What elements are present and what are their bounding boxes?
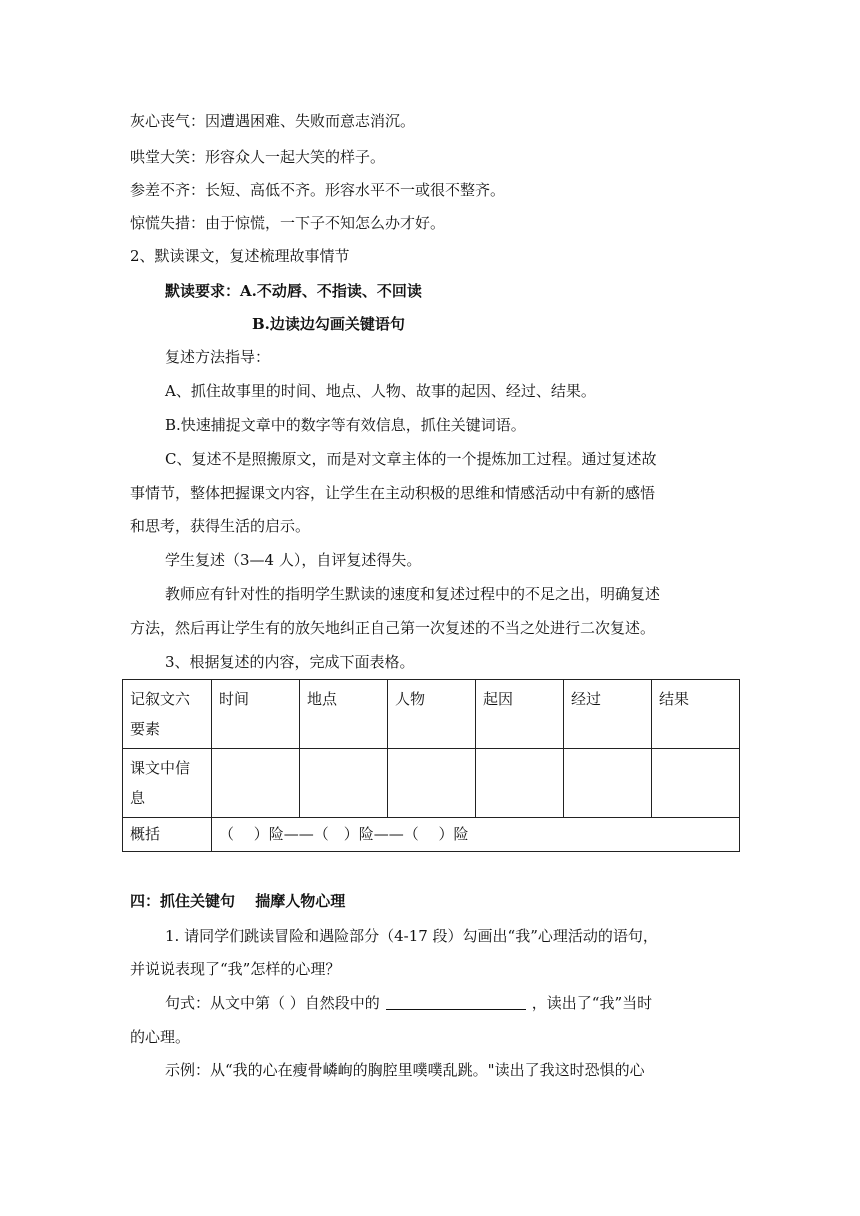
pattern-suffix: ，读出了“我”当时 <box>531 994 653 1012</box>
column-header-result: 结果 <box>652 680 740 749</box>
teacher-note-line2: 方法，然后再让学生有的放矢地纠正自己第一次复述的不当之处进行二次复述。 <box>130 619 656 637</box>
column-header-cause: 起因 <box>476 680 564 749</box>
definition-4: 惊慌失措：由于惊慌，一下子不知怎么办才好。 <box>130 214 446 232</box>
sentence-pattern-line2: 的心理。 <box>130 1028 191 1046</box>
answer-cell-characters[interactable] <box>388 749 476 818</box>
table-row <box>123 818 740 852</box>
student-retell: 学生复述（3—4 人），自评复述得失。 <box>165 551 422 569</box>
fill-blank[interactable] <box>386 993 526 1010</box>
row-header-elements: 记叙文六 要素 <box>123 680 212 749</box>
definition-3: 参差不齐：长短、高低不齐。形容水平不一或很不整齐。 <box>130 181 506 199</box>
row-header-summary: 概括 <box>123 818 212 852</box>
example-line: 示例：从“我的心在瘦骨嶙峋的胸腔里噗噗乱跳。"读出了我这时恐惧的心 <box>165 1061 645 1079</box>
method-a: A、抓住故事里的时间、地点、人物、故事的起因、经过、结果。 <box>165 382 596 400</box>
column-header-characters: 人物 <box>388 680 476 749</box>
question-1-line1: 1. 请同学们跳读冒险和遇险部分（4-17 段）勾画出“我”心理活动的语句， <box>165 927 658 945</box>
answer-cell-result[interactable] <box>652 749 740 818</box>
teacher-note-line1: 教师应有针对性的指明学生默读的速度和复述过程中的不足之出，明确复述 <box>165 585 661 603</box>
row-header-text-info: 课文中信 息 <box>123 749 212 818</box>
reading-requirement-a: 默读要求：A.不动唇、不指读、不回读 <box>165 282 422 300</box>
table-row <box>123 749 740 818</box>
sentence-pattern <box>165 992 652 1014</box>
section2-title: 2、默读课文，复述梳理故事情节 <box>130 247 350 265</box>
method-b: B.快速捕捉文章中的数字等有效信息，抓住关键词语。 <box>165 416 526 434</box>
section4-title: 四：抓住关键句 揣摩人物心理 <box>130 892 346 910</box>
question-1-line2: 并说说表现了“我”怎样的心理？ <box>130 960 341 978</box>
method-c-line2: 事情节，整体把握课文内容，让学生在主动积极的思维和情感活动中有新的感悟 <box>130 484 656 502</box>
definition-1: 灰心丧气：因遭遇困难、失败而意志消沉。 <box>130 112 416 130</box>
column-header-time: 时间 <box>212 680 300 749</box>
method-c-line1: C、复述不是照搬原文，而是对文章主体的一个提炼加工过程。通过复述故 <box>165 450 657 468</box>
pattern-prefix: 句式：从文中第（ ）自然段中的 <box>165 994 380 1012</box>
answer-cell-time[interactable] <box>212 749 300 818</box>
reading-requirement-b: B.边读边勾画关键语句 <box>252 315 405 333</box>
six-elements-table <box>122 679 740 852</box>
table-row <box>123 680 740 749</box>
column-header-place: 地点 <box>300 680 388 749</box>
summary-cell[interactable]: （ ）险——（ ）险——（ ）险 <box>212 818 740 852</box>
column-header-process: 经过 <box>564 680 652 749</box>
answer-cell-process[interactable] <box>564 749 652 818</box>
question-3: 3、根据复述的内容，完成下面表格。 <box>165 653 415 671</box>
answer-cell-cause[interactable] <box>476 749 564 818</box>
method-title: 复述方法指导： <box>165 348 271 366</box>
answer-cell-place[interactable] <box>300 749 388 818</box>
definition-2: 哄堂大笑：形容众人一起大笑的样子。 <box>130 148 386 166</box>
method-c-line3: 和思考，获得生活的启示。 <box>130 517 311 535</box>
